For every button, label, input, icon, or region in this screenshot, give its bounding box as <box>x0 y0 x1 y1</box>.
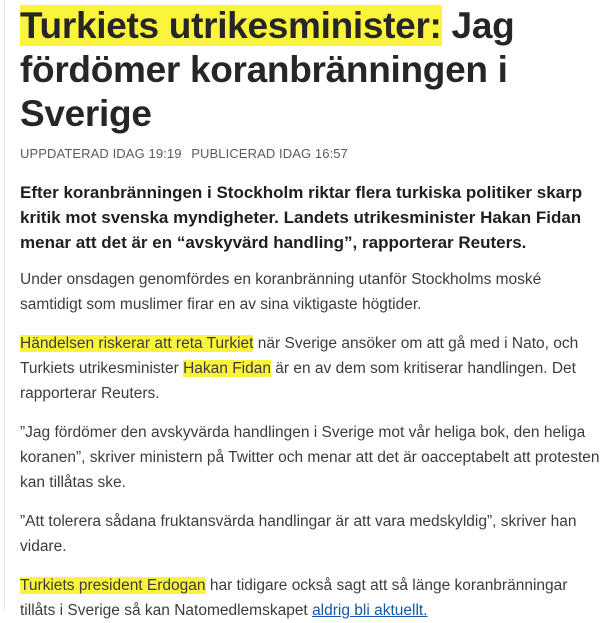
article-link-aldrig-bli-aktuellt[interactable]: aldrig bli aktuellt. <box>312 602 428 619</box>
page-left-border <box>4 0 5 610</box>
article-headline <box>20 4 600 136</box>
article-meta <box>20 146 600 162</box>
highlight-hakan-fidan: Hakan Fidan <box>183 360 271 377</box>
highlight-erdogan: Turkiets president Erdogan <box>20 577 206 594</box>
updated-timestamp: UPPDATERAD IDAG 19:19 <box>20 146 182 161</box>
headline-rest: Jag fördömer koranbränningen i Sverige <box>20 5 515 134</box>
paragraph-2-text-b: är en av dem som kritiserar handlingen. Det rapporterar Reuters. <box>20 360 576 402</box>
article <box>20 4 600 623</box>
paragraph-1: Under onsdagen genomfördes en koranbränning utanför Stockholms moské samtidigt som muslimer firar en av sina viktigaste högtider. <box>20 271 542 313</box>
paragraph-2-text-a: när Sverige ansöker om att gå med i Nato, och Turkiets utrikesminister <box>20 335 579 377</box>
paragraph-5 <box>20 573 600 623</box>
published-timestamp: PUBLICERAD IDAG 16:57 <box>191 146 348 161</box>
headline-highlight: Turkiets utrikesminister: <box>20 5 442 46</box>
paragraph-4-quote: ”Att tolerera sådana fruktansvärda handlingar är att vara medskyldig”, skriver han vidare. <box>20 513 577 555</box>
highlight-turkiet: Händelsen riskerar att reta Turkiet <box>20 335 254 352</box>
paragraph-5-text: har tidigare också sagt att så länge koranbränningar tillåts i Sverige så kan Natomedlemskapet <box>20 577 568 619</box>
paragraph-2 <box>20 331 600 406</box>
article-lead: Efter koranbränningen i Stockholm riktar flera turkiska politiker skarp kritik mot svenska myndigheter. Landets utrikesminister Hakan Fidan menar att det är en “avskyvärd handling”, rapporterar Reuters. <box>20 183 583 252</box>
paragraph-3-quote: ”Jag fördömer den avskyvärda handlingen i Sverige mot vår heliga bok, den heliga koranen”, skriver ministern på Twitter och menar att det är oacceptabelt att protesten kan tillåtas ske. <box>20 424 600 491</box>
